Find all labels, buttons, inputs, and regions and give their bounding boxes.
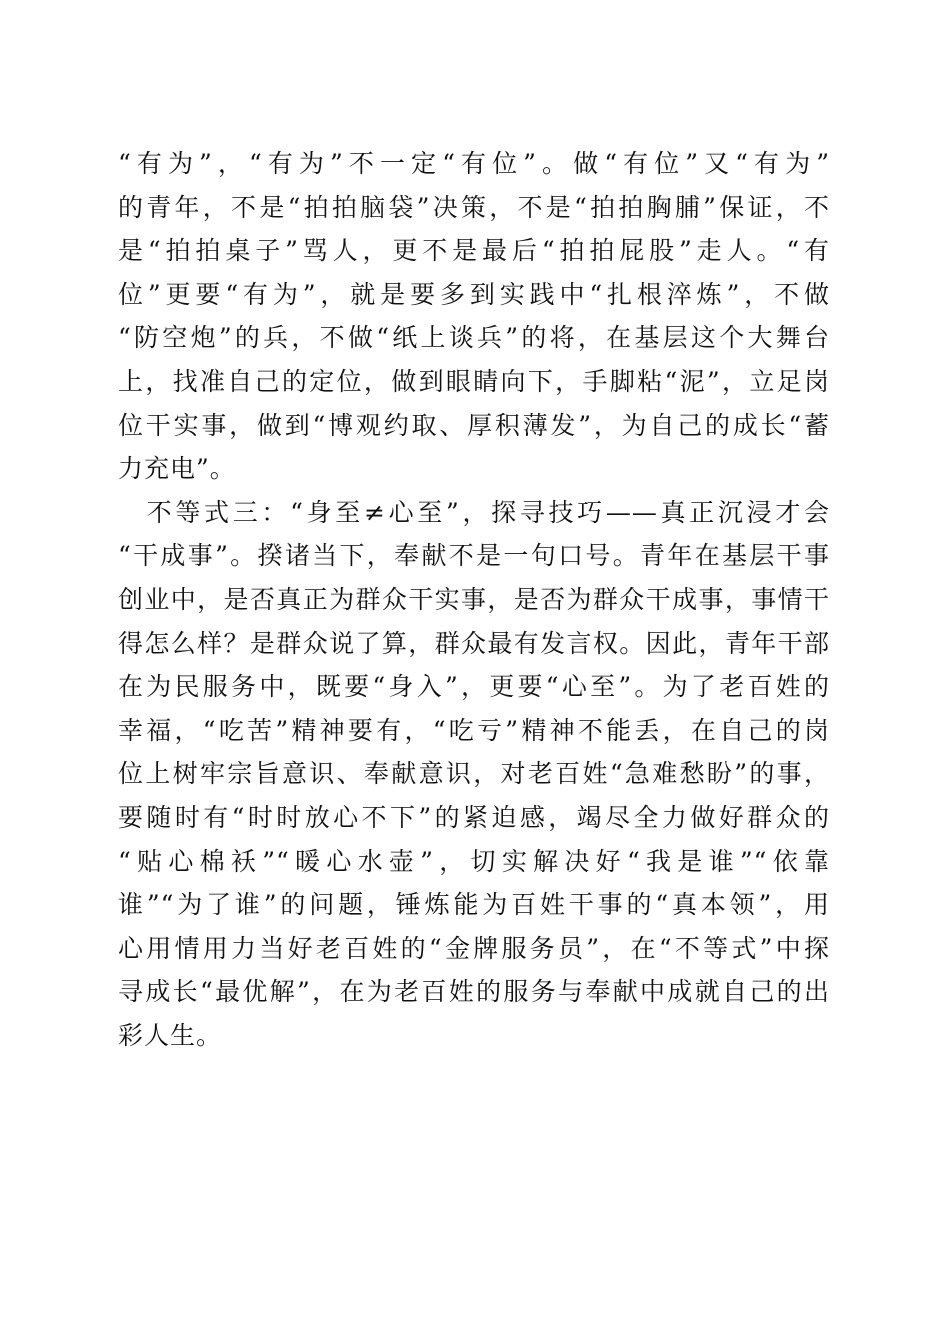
paragraph-2 (118, 491, 830, 1058)
text-line: 得怎么样？是群众说了算，群众最有发言权。因此，青年干部 (118, 628, 830, 658)
text-line: 位干实事，做到“博观约取、厚积薄发”，为自己的成长“蓄 (118, 410, 830, 440)
text-line: 是“拍拍桌子”骂人，更不是最后“拍拍屁股”走人。“有 (118, 236, 830, 266)
text-line: 幸福，“吃苦”精神要有，“吃亏”精神不能丢，在自己的岗 (118, 715, 830, 745)
text-line: 心用情用力当好老百姓的“金牌服务员”，在“不等式”中探 (118, 933, 830, 963)
text-line: 寻成长“最优解”，在为老百姓的服务与奉献中成就自己的出 (118, 977, 830, 1007)
text-line: “贴心棉袄”“暖心水壶”，切实解决好“我是谁”“依靠 (118, 846, 830, 876)
text-line: “有为”，“有为”不一定“有位”。做“有位”又“有为” (118, 149, 830, 178)
text-line: 在为民服务中，既要“身入”，更要“心至”。为了老百姓的 (118, 672, 830, 702)
text-line: 的青年，不是“拍拍脑袋”决策，不是“拍拍胸脯”保证，不 (118, 192, 830, 222)
text-line: 彩人生。 (118, 1020, 223, 1050)
text-line: “干成事”。揆诸当下，奉献不是一句口号。青年在基层干事 (118, 541, 830, 571)
text-line: 位”更要“有为”，就是要多到实践中“扎根淬炼”，不做 (118, 279, 830, 309)
text-line: 位上树牢宗旨意识、奉献意识，对老百姓“急难愁盼”的事， (118, 759, 830, 789)
text-line: 不等式三：“身至≠心至”，探寻技巧——真正沉浸才会 (118, 497, 830, 527)
text-line: 要随时有“时时放心不下”的紧迫感，竭尽全力做好群众的 (118, 802, 830, 832)
text-line: “防空炮”的兵，不做“纸上谈兵”的将，在基层这个大舞台 (118, 323, 830, 353)
text-line: 力充电”。 (118, 454, 236, 484)
text-line: 谁”“为了谁”的问题，锤炼能为百姓干事的“真本领”，用 (118, 890, 830, 920)
document-body (118, 142, 830, 1057)
paragraph-1 (118, 142, 830, 491)
text-line: 创业中，是否真正为群众干实事，是否为群众干成事，事情干 (118, 584, 830, 614)
text-line: 上，找准自己的定位，做到眼睛向下，手脚粘“泥”，立足岗 (118, 366, 830, 396)
